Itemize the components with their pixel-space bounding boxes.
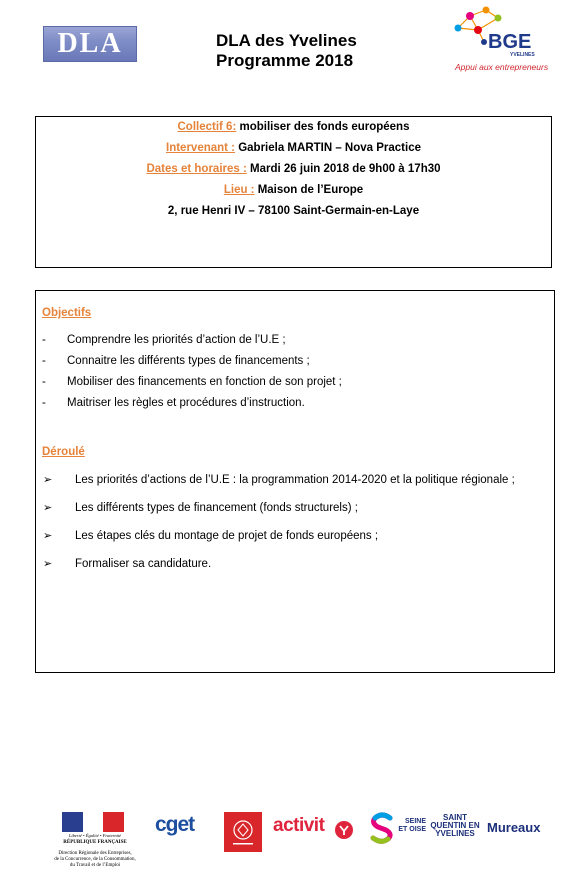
collectif-line bbox=[36, 121, 551, 133]
bge-logo-text: BGE bbox=[488, 31, 532, 53]
title-line-1: DLA des Yvelines bbox=[216, 31, 357, 50]
seine-oise-logo-text: SEINE ET OISE bbox=[398, 818, 426, 833]
region-logo bbox=[224, 812, 262, 852]
rf-caption-2: de la Concurrence, de la Consommation, bbox=[54, 857, 136, 862]
seal-icon bbox=[224, 812, 262, 852]
seine-oise-s-icon bbox=[368, 812, 396, 844]
dash-bullet: - bbox=[42, 355, 46, 367]
rf-caption-1: Direction Régionale des Entreprises, bbox=[58, 851, 132, 856]
arrow-bullet-icon: ➢ bbox=[43, 502, 53, 514]
intervenant-line bbox=[36, 142, 551, 154]
dates-label: Dates et horaires : bbox=[146, 163, 247, 175]
deroule-text: Formaliser sa candidature. bbox=[75, 558, 212, 570]
objectif-text: Connaitre les différents types de financements ; bbox=[67, 355, 310, 367]
deroule-title: Déroulé bbox=[42, 446, 85, 458]
dash-bullet: - bbox=[42, 376, 46, 388]
rf-motto: Liberté • Égalité • Fraternité bbox=[68, 833, 122, 838]
rf-name: RÉPUBLIQUE FRANÇAISE bbox=[63, 840, 127, 845]
saint-quentin-logo: SAINT QUENTIN EN YVELINES bbox=[430, 813, 480, 838]
intervenant-label: Intervenant : bbox=[166, 142, 236, 154]
objectifs-title: Objectifs bbox=[42, 307, 92, 319]
dash-bullet: - bbox=[42, 334, 46, 346]
bge-logo-sub: YVELINES bbox=[510, 52, 535, 58]
dates-value: Mardi 26 juin 2018 de 9h00 à 17h30 bbox=[246, 163, 441, 175]
deroule-text: Les priorités d’actions de l’U.E : la programmation 2014-2020 et la politique régionale ; bbox=[75, 474, 515, 486]
lieu-value: Maison de l’Europe bbox=[254, 184, 364, 196]
rf-caption-3: du Travail et de l’Emploi bbox=[69, 863, 121, 868]
title-line-2: Programme 2018 bbox=[216, 51, 354, 70]
arrow-bullet-icon: ➢ bbox=[43, 558, 53, 570]
program-content-box bbox=[35, 290, 555, 673]
intervenant-value: Gabriela MARTIN – Nova Practice bbox=[235, 142, 421, 154]
objectif-text: Mobiliser des financements en fonction de son projet ; bbox=[67, 376, 342, 388]
page-title bbox=[216, 31, 357, 71]
dates-line bbox=[36, 163, 551, 175]
address-line: 2, rue Henri IV – 78100 Saint-Germain-en-Laye bbox=[167, 205, 420, 217]
arrow-bullet-icon: ➢ bbox=[43, 474, 53, 486]
collectif-label: Collectif 6: bbox=[177, 121, 237, 133]
lieu-label: Lieu : bbox=[223, 184, 255, 196]
lieu-line bbox=[36, 184, 551, 196]
deroule-text: Les différents types de financement (fonds structurels) ; bbox=[75, 502, 358, 514]
activity-logo: activit bbox=[273, 815, 325, 836]
cget-logo: cget bbox=[155, 813, 195, 836]
bge-slogan: Appui aux entrepreneurs bbox=[455, 62, 549, 72]
objectif-text: Maitriser les règles et procédures d’instruction. bbox=[67, 397, 305, 409]
dla-logo bbox=[43, 26, 137, 62]
mureaux-logo: Mureaux bbox=[487, 820, 541, 835]
dash-bullet: - bbox=[42, 397, 46, 409]
deroule-text: Les étapes clés du montage de projet de fonds européens ; bbox=[75, 530, 379, 542]
dla-logo-text: DLA bbox=[57, 28, 123, 59]
objectif-text: Comprendre les priorités d’action de l’U.E ; bbox=[67, 334, 286, 346]
arrow-bullet-icon: ➢ bbox=[43, 530, 53, 542]
french-republic-logo bbox=[62, 812, 124, 832]
activity-y-icon bbox=[334, 820, 354, 840]
session-info-box bbox=[35, 116, 552, 268]
collectif-value: mobiliser des fonds européens bbox=[236, 121, 410, 133]
